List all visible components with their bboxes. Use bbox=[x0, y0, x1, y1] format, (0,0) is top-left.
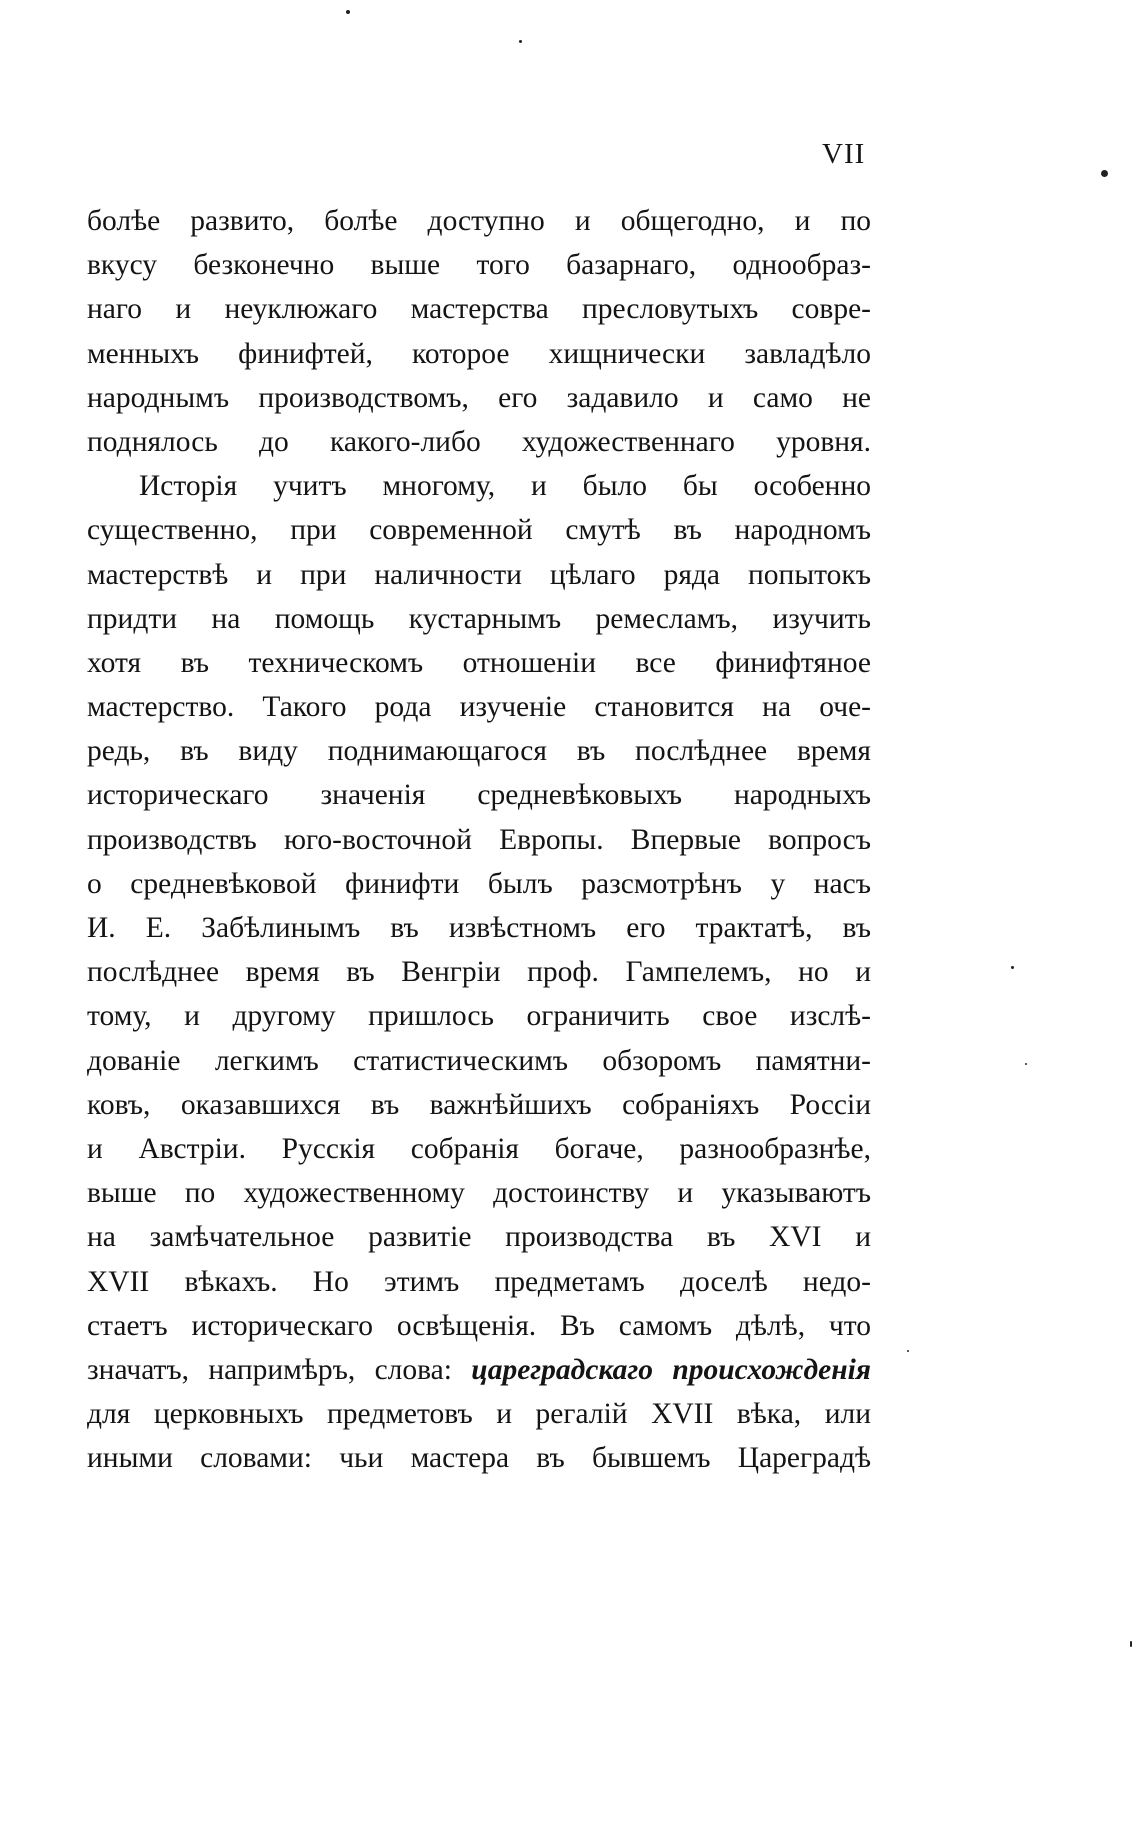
text-line: народнымъ производствомъ, его задавило и само не bbox=[87, 381, 871, 414]
scan-speck bbox=[1011, 966, 1014, 969]
text-line: и Австріи. Русскія собранія богаче, разнообразнѣе, bbox=[87, 1132, 871, 1165]
italic-phrase: цареградскаго происхожденія bbox=[471, 1353, 871, 1386]
text-line: производствъ юго-восточной Европы. Впервые вопросъ bbox=[87, 823, 871, 856]
text-line: историческаго значенія средневѣковыхъ народныхъ bbox=[87, 779, 871, 812]
text-line: болѣе развито, болѣе доступно и общегодно, и по bbox=[87, 205, 871, 237]
text-line: послѣднее время въ Венгріи проф. Гампелемъ, но и bbox=[87, 956, 871, 989]
text-line: наго и неуклюжаго мастерства пресловутыхъ совре- bbox=[87, 293, 871, 326]
scan-speck bbox=[1025, 1063, 1027, 1065]
text-line: стаетъ историческаго освѣщенія. Въ самомъ дѣлѣ, что bbox=[87, 1309, 871, 1342]
text-line: ковъ, оказавшихся въ важнѣйшихъ собраніяхъ Россіи bbox=[87, 1088, 871, 1121]
text-line: И. Е. Забѣлинымъ въ извѣстномъ его трактатѣ, въ bbox=[87, 912, 871, 944]
text-line: редь, въ виду поднимающагося въ послѣднее время bbox=[87, 735, 871, 768]
text-line: вкусу безконечно выше того базарнаго, однообраз- bbox=[87, 249, 871, 282]
text-line-with-italic bbox=[87, 1348, 871, 1392]
text-line: дованіе легкимъ статистическимъ обзоромъ памятни- bbox=[87, 1044, 871, 1077]
text-line: XVII вѣкахъ. Но этимъ предметамъ доселѣ недо- bbox=[87, 1265, 871, 1298]
text-line: придти на помощь кустарнымъ ремесламъ, изучить bbox=[87, 602, 871, 635]
text-line: выше по художественному достоинству и указываютъ bbox=[87, 1177, 871, 1210]
text-line: на замѣчательное развитіе производства въ XVI и bbox=[87, 1221, 871, 1254]
text-line: иными словами: чьи мастера въ бывшемъ Цареградѣ bbox=[87, 1442, 871, 1475]
scan-speck bbox=[346, 10, 350, 14]
text-line: о средневѣковой финифти былъ разсмотрѣнъ у насъ bbox=[87, 867, 871, 900]
text-line-indented: Исторія учитъ многому, и было бы особенно bbox=[139, 470, 871, 503]
text-line: мастерствѣ и при наличности цѣлаго ряда попытокъ bbox=[87, 558, 871, 591]
text-line: существенно, при современной смутѣ въ народномъ bbox=[87, 514, 871, 547]
text-line: хотя въ техническомъ отношеніи все финифтяное bbox=[87, 646, 871, 679]
scan-speck bbox=[1130, 1641, 1132, 1647]
text-line: менныхъ финифтей, которое хищнически завладѣло bbox=[87, 337, 871, 370]
page-number: VII bbox=[822, 138, 866, 170]
text-line: для церковныхъ предметовъ и регалій XVII вѣка, или bbox=[87, 1398, 871, 1431]
text-run: значатъ, напримѣръ, слова: bbox=[87, 1353, 472, 1386]
scan-speck bbox=[1101, 170, 1108, 177]
text-line: поднялось до какого-либо художественнаго уровня. bbox=[87, 425, 871, 458]
text-line: тому, и другому пришлось ограничить свое изслѣ- bbox=[87, 1000, 871, 1033]
text-line: мастерство. Такого рода изученіе становится на оче- bbox=[87, 691, 871, 724]
scan-speck bbox=[519, 40, 522, 43]
body-text bbox=[87, 199, 871, 1480]
scan-speck bbox=[907, 1350, 909, 1352]
